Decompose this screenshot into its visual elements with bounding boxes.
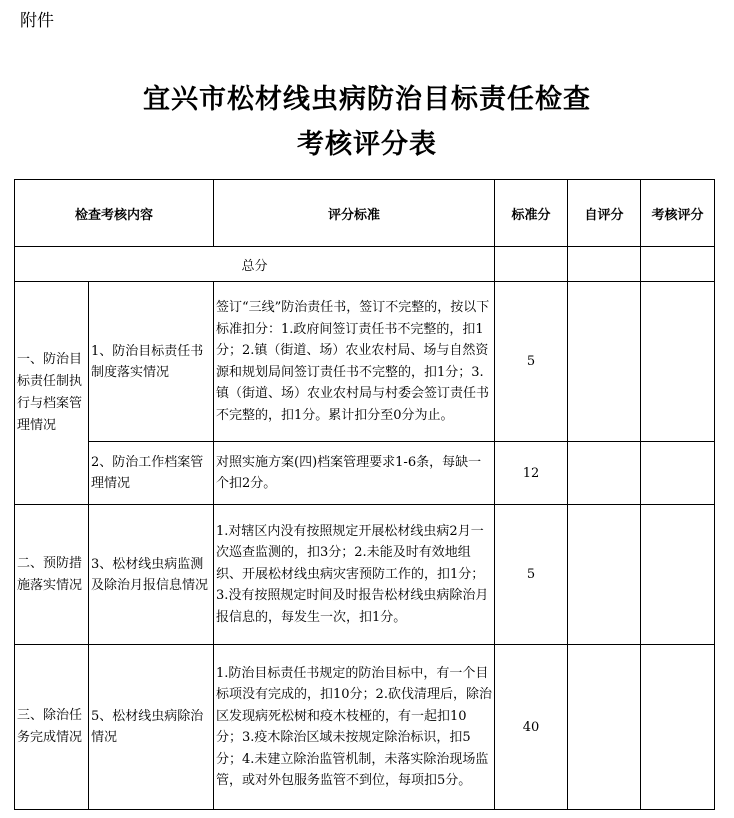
assess-score-cell[interactable] (641, 442, 715, 505)
standard-score-cell: 5 (495, 282, 568, 442)
self-score-cell[interactable] (568, 282, 641, 442)
category-cell: 三、除治任务完成情况 (15, 645, 89, 810)
category-cell: 二、预防措施落实情况 (15, 505, 89, 645)
criteria-cell: 签订“三线”防治责任书，签订不完整的，按以下标准扣分：1.政府间签订责任书不完整的，扣1分；2.镇（街道、场）农业农村局、场与自然资源和规划局间签订责任书不完整的，扣1分；3.镇（街道、场）农业农村局与村委会签订责任书不完整的，扣1分。累计扣分至0分为止。 (214, 282, 495, 442)
criteria-cell: 1.对辖区内没有按照规定开展松材线虫病2月一次巡查监测的，扣3分；2.未能及时有效地组织、开展松材线虫病灾害预防工作的，扣1分；3.没有按照规定时间及时报告松材线虫病除治月报信息的，每发生一次，扣1分。 (214, 505, 495, 645)
document-title: 宜兴市松材线虫病防治目标责任检查 (143, 84, 591, 115)
header-content: 检查考核内容 (15, 180, 214, 247)
item-cell: 5、松材线虫病除治情况 (89, 645, 214, 810)
table-header-row (15, 180, 715, 247)
total-label: 总分 (15, 247, 495, 282)
assess-score-cell[interactable] (641, 282, 715, 442)
header-standard-score: 标准分 (495, 180, 568, 247)
total-assess-cell[interactable] (641, 247, 715, 282)
header-criteria: 评分标准 (214, 180, 495, 247)
standard-score-cell: 5 (495, 505, 568, 645)
header-assess-score: 考核评分 (641, 180, 715, 247)
self-score-cell[interactable] (568, 442, 641, 505)
criteria-cell: 对照实施方案(四)档案管理要求1-6条，每缺一个扣2分。 (214, 442, 495, 505)
criteria-cell: 1.防治目标责任书规定的防治目标中，有一个目标项没有完成的，扣10分；2.砍伐清理后，除治区发现病死松树和疫木枝桠的，有一起扣10分；3.疫木除治区域未按规定除治标识，扣5分；4.未建立除治监管机制，未落实除治现场监管，或对外包服务监管不到位，每项扣5分。 (214, 645, 495, 810)
standard-score-cell: 12 (495, 442, 568, 505)
table-row (15, 645, 715, 810)
attachment-label: 附件 (20, 11, 54, 31)
standard-score-cell: 40 (495, 645, 568, 810)
item-cell: 2、防治工作档案管理情况 (89, 442, 214, 505)
assessment-table (14, 179, 715, 810)
item-cell: 1、防治目标责任书制度落实情况 (89, 282, 214, 442)
item-cell: 3、松材线虫病监测及除治月报信息情况 (89, 505, 214, 645)
total-row (15, 247, 715, 282)
document-subtitle: 考核评分表 (297, 129, 437, 160)
category-cell: 一、防治目标责任制执行与档案管理情况 (15, 282, 89, 505)
self-score-cell[interactable] (568, 645, 641, 810)
total-self-cell[interactable] (568, 247, 641, 282)
table-row (15, 282, 715, 442)
header-self-score: 自评分 (568, 180, 641, 247)
self-score-cell[interactable] (568, 505, 641, 645)
total-standard-cell (495, 247, 568, 282)
table-row (15, 505, 715, 645)
assess-score-cell[interactable] (641, 645, 715, 810)
assess-score-cell[interactable] (641, 505, 715, 645)
table-row (15, 442, 715, 505)
